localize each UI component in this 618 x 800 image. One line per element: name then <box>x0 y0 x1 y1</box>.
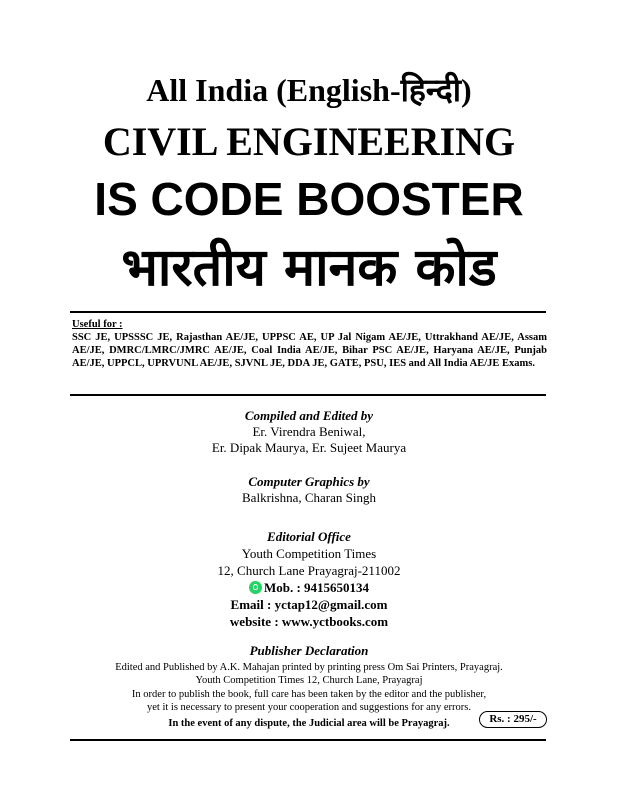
divider-top <box>70 311 546 313</box>
compiled-heading: Compiled and Edited by <box>244 408 374 423</box>
graphics-names: Balkrishna, Charan Singh <box>242 490 376 505</box>
compiled-section <box>0 408 618 456</box>
editorial-section <box>0 528 618 630</box>
title-line-book-name: IS CODE BOOSTER <box>94 173 524 225</box>
compiled-line-2: Er. Dipak Maurya, Er. Sujeet Maurya <box>211 440 407 455</box>
title-line-edition: All India (English-हिन्दी) <box>146 72 472 108</box>
divider-middle <box>70 394 546 396</box>
divider-bottom <box>70 739 546 741</box>
graphics-heading: Computer Graphics by <box>248 474 370 489</box>
publisher-line-2: Youth Competition Times 12, Church Lane, Prayagraj <box>195 675 423 686</box>
publisher-line-3: In order to publish the book, full care has been taken by the editor and the publisher, <box>131 688 487 700</box>
graphics-section <box>0 474 618 506</box>
publisher-line-5: In the event of any dispute, the Judicial area will be Prayagraj. <box>168 717 450 729</box>
useful-for-block <box>72 318 547 370</box>
editorial-email: Email : yctap12@gmail.com <box>230 597 388 612</box>
useful-for-exams: SSC JE, UPSSSC JE, Rajasthan AE/JE, UPPSC AE, UP Jal Nigam AE/JE, Uttrakhand AE/JE, Assam AE/JE, DMRC/LMRC/JMRC AE/JE, Coal India AE/JE, Bihar PSC AE/JE, Haryana AE/JE, Punjab AE/JE, UPPCL, UPRVUNL AE/JE, SJVNL JE, DDA JE, GATE, PSU, IES and All India AE/JE Exams. <box>72 332 547 369</box>
useful-for-label: Useful for : <box>72 319 123 330</box>
editorial-mobile <box>0 579 618 596</box>
editorial-address: 12, Church Lane Prayagraj-211002 <box>217 563 401 578</box>
whatsapp-icon <box>249 581 262 594</box>
editorial-heading: Editorial Office <box>267 529 351 544</box>
editorial-website: website : www.yctbooks.com <box>229 614 389 629</box>
price-badge: Rs. : 295/- <box>479 711 547 728</box>
title-line-subject: CIVIL ENGINEERING <box>102 119 516 164</box>
compiled-line-1: Er. Virendra Beniwal, <box>252 424 366 439</box>
title-line-hindi: भारतीय मानक कोड <box>121 238 497 298</box>
publisher-line-4: yet it is necessary to present your cooperation and suggestions for any errors. <box>147 702 471 713</box>
publisher-line-1: Edited and Published by A.K. Mahajan printed by printing press Om Sai Printers, Prayagraj. <box>115 661 503 673</box>
publisher-heading: Publisher Declaration <box>249 643 369 658</box>
editorial-mobile-text: Mob. : 9415650134 <box>263 580 370 595</box>
editorial-name: Youth Competition Times <box>241 546 377 561</box>
